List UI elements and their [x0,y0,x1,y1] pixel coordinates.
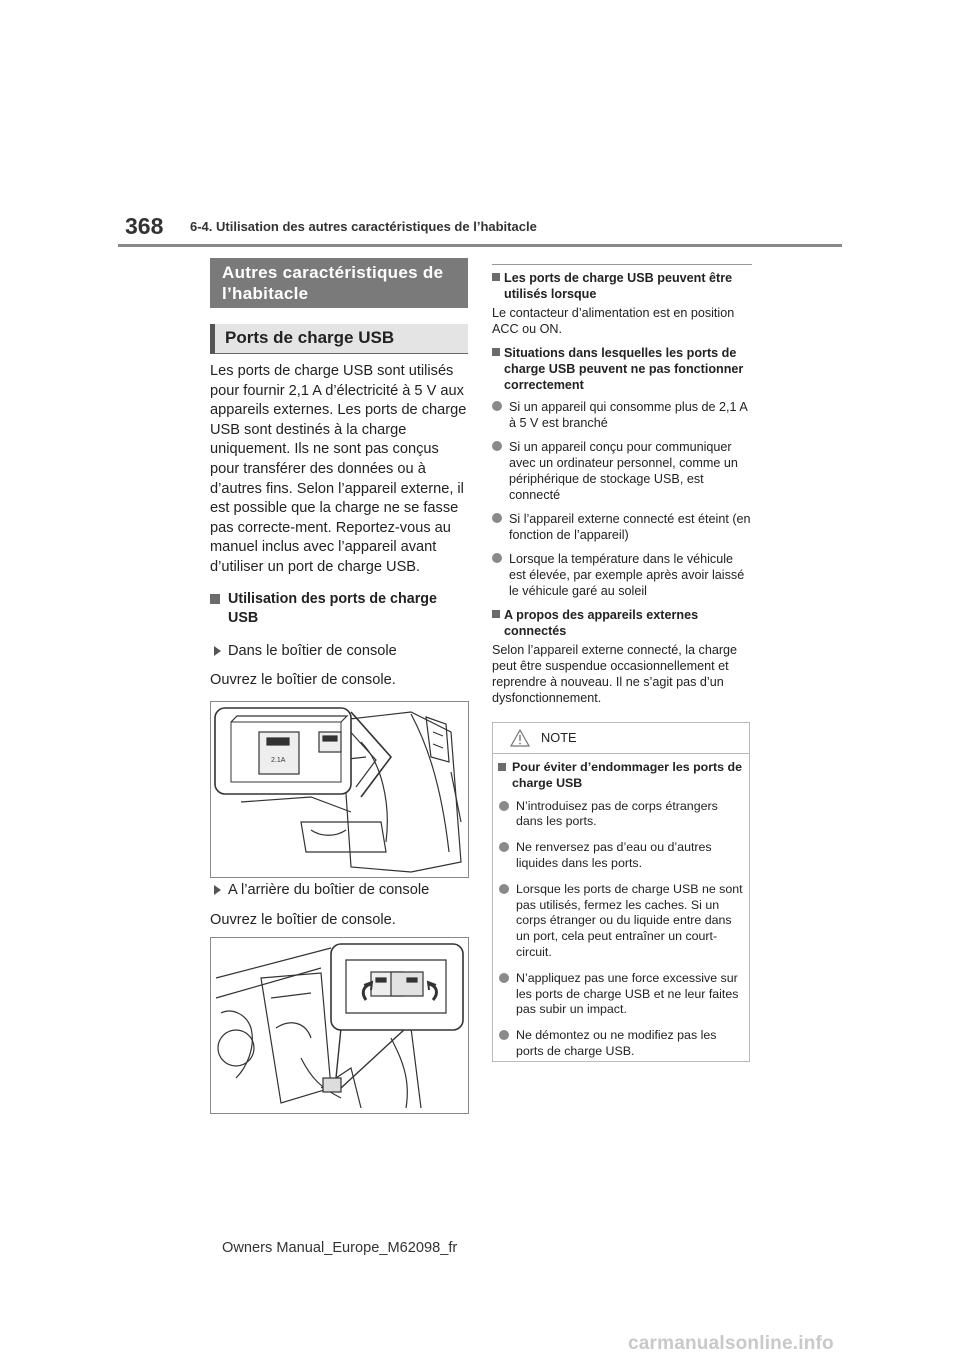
running-title: 6-4. Utilisation des autres caractéristiques de l’habitacle [190,219,537,234]
watermark: carmanualsonline.info [628,1333,834,1354]
right-column-rule [492,264,752,265]
external-devices-text: Selon l’appareil externe connecté, la charge peut être suspendue occasionnellement et reprendre à nouveau. Il ne s’agit pas d’un dysfonctionnement. [492,643,738,705]
port-rating-label: 2.1A [271,757,286,764]
external-devices-heading: A propos des appareils externes connectés [492,607,752,639]
malfunction-item: Si un appareil conçu pour communiquer avec un ordinateur personnel, comme un périphérique de stockage USB, est connecté [492,439,752,503]
location-rear-console: A l’arrière du boîtier de console [210,881,470,901]
note-item: N’introduisez pas de corps étrangers dans les ports. [498,799,744,831]
note-item: Ne renversez pas d’eau ou d’autres liquides dans les ports. [498,840,744,872]
rear-console-illustration [211,938,468,1113]
figure-rear-console-ports [210,937,469,1114]
instruction-open-console: Ouvrez le boîtier de console. [210,672,396,689]
warning-icon [510,729,530,747]
instruction-open-console-2: Ouvrez le boîtier de console. [210,911,396,928]
page-number: 368 [125,213,164,239]
note-item: N’appliquez pas une force excessive sur les ports de charge USB et ne leur faites pas subir un impact. [498,971,744,1018]
malfunction-heading: Situations dans lesquelles les ports de charge USB peuvent ne pas fonctionner correctement [492,345,752,393]
malfunction-item: Lorsque la température dans le véhicule est élevée, par exemple après avoir laissé le véhicule garé au soleil [492,551,752,599]
note-heading: Pour éviter d’endommager les ports de charge USB [498,760,744,792]
header-divider [118,244,842,247]
console-box-illustration [211,702,468,877]
left-column-continued [210,881,470,930]
usb-usable-heading: Les ports de charge USB peuvent être utilisés lorsque [492,270,752,302]
right-column [492,264,752,714]
section-title: Autres caractéristiques de l’habitacle [210,258,468,308]
intro-paragraph: Les ports de charge USB sont utilisés pour fournir 2,1 A d’électricité à 5 V aux appareils externes. Les ports de charge USB sont destinés à la charge uniquement. Ils ne sont pas conçus pour transférer des données ou à d’autres fins. Selon l’appareil externe, il est possible que la charge ne se fasse pas correcte-ment. Reportez-vous au manuel inclus avec l’appareil avant d’utiliser un port de charge USB. [210,363,467,575]
malfunction-item: Si un appareil qui consomme plus de 2,1 A à 5 V est branché [492,399,752,431]
note-item: Lorsque les ports de charge USB ne sont pas utilisés, fermez les caches. Si un corps étranger ou du liquide entre dans un port, cela peut entraîner un court-circuit. [498,882,744,961]
figure-console-box-ports [210,701,469,878]
note-body [493,754,749,1060]
note-box [492,722,750,1062]
note-title: NOTE [541,730,577,745]
note-header [493,723,749,754]
document-name: Owners Manual_Europe_M62098_fr [222,1240,458,1256]
usage-heading: Utilisation des ports de charge USB [210,590,470,628]
usb-usable-text: Le contacteur d’alimentation est en position ACC ou ON. [492,306,735,336]
location-console-box: Dans le boîtier de console [210,642,470,662]
subsection-title: Ports de charge USB [210,324,468,354]
note-item: Ne démontez ou ne modifiez pas les ports de charge USB. [498,1028,744,1060]
malfunction-item: Si l’appareil externe connecté est éteint (en fonction de l’appareil) [492,511,752,543]
left-column [210,362,470,691]
